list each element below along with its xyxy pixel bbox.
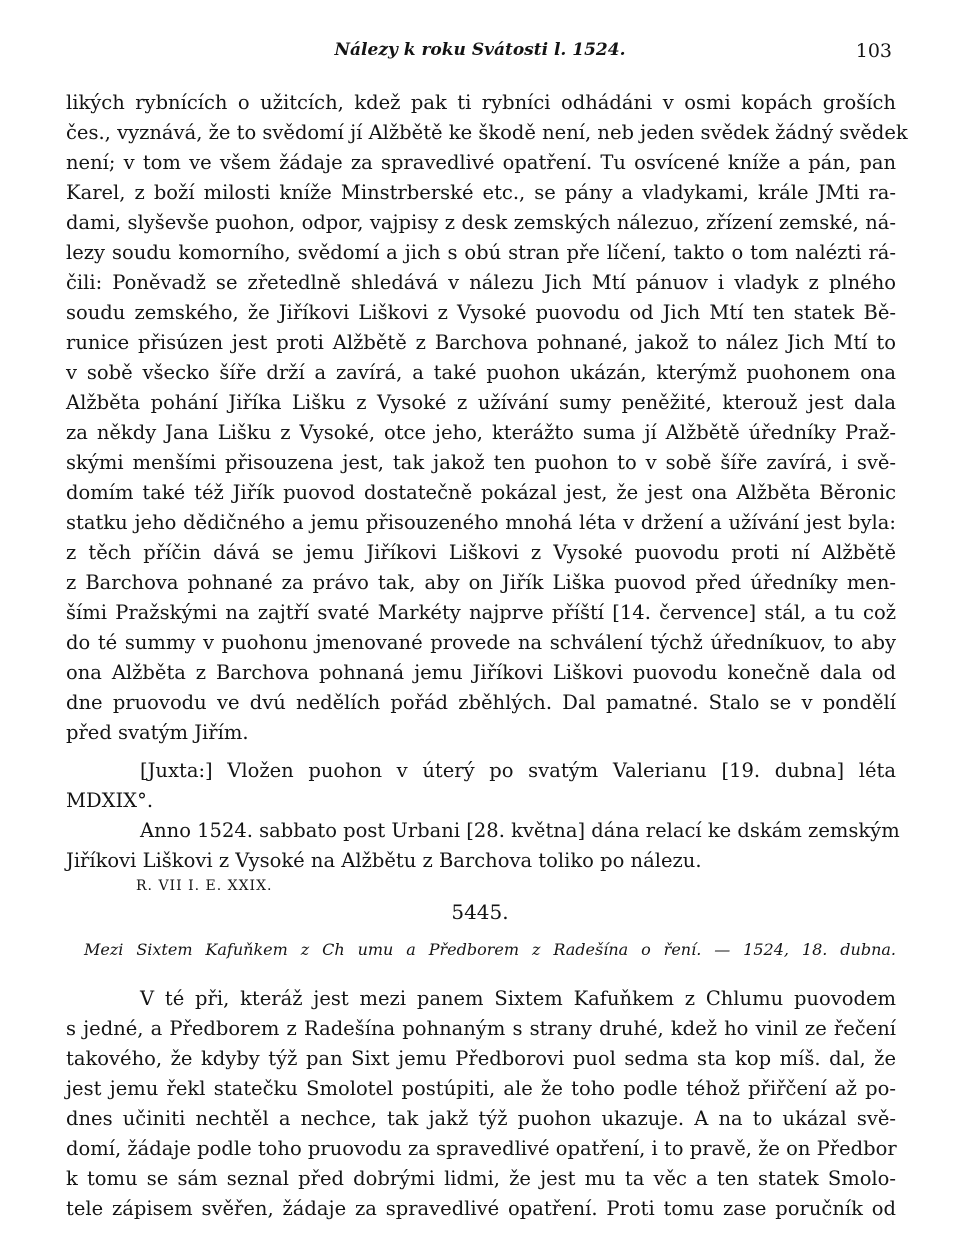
text-line: s jedné, a Předborem z Radešína pohnaným s strany druhé, kdež ho vinil ze řečení	[66, 1017, 896, 1040]
text-line: za někdy Jana Lišku z Vysoké, otce jeho, kterážto suma jí Alžbětě úředníky Praž-	[66, 421, 896, 444]
archive-citation: R. VII I. E. XXIX.	[136, 878, 273, 894]
document-number: 5445.	[451, 900, 509, 924]
text-line: čes., vyznává, že to svědomí jí Alžbětě ke škodě není, neb jeden svědek žádný svědek	[66, 121, 908, 144]
text-line: čili: Poněvadž se zřetedlně shledává v nálezu Jich Mtí pánuov i vladyk z plného	[66, 271, 896, 294]
text-line: runice přisúzen jest proti Alžbětě z Barchova pohnané, jakož to nález Jich Mtí to	[66, 331, 896, 354]
page-header	[0, 38, 960, 68]
text-line: není; v tom ve všem žádaje za spravedlivé opatření. Tu osvícené kníže a pán, pan	[66, 151, 896, 174]
text-line: tele zápisem svěřen, žádaje za spravedlivé opatření. Proti tomu zase poručník od	[66, 1197, 896, 1220]
text-line: dne pruovodu ve dvú nedělích pořád zběhlých. Dal pamatné. Stalo se v pondělí	[66, 691, 896, 714]
text-line: Karel, z boží milosti kníže Minstrberské etc., se pány a vladykami, krále JMti ra-	[66, 181, 896, 204]
text-line: do té summy v puohonu jmenované provede na schválení týchž úředníkuov, to aby	[66, 631, 896, 654]
text-line: v sobě všecko šíře drží a zavírá, a také puohon ukázán, kterýmž puohonem ona	[66, 361, 896, 384]
text-line: z Barchova pohnané za právo tak, aby on Jiřík Liška puovod před úředníky men-	[66, 571, 896, 594]
text-line: před svatým Jiřím.	[66, 721, 249, 744]
text-line: šími Pražskými na zajtří svaté Markéty najprve příští [14. července] stál, a tu což	[66, 601, 896, 624]
text-line: k tomu se sám seznal před dobrými lidmi, že jest mu ta věc a ten statek Smolo-	[66, 1167, 896, 1190]
document-regest: Mezi Sixtem Kafuňkem z Ch umu a Předborem z Radešína o ření. — 1524, 18. dubna.	[84, 940, 896, 959]
text-line: domí, žádaje podle toho pruovodu za spravedlivé opatření, i to pravě, že on Předbor	[66, 1137, 897, 1160]
text-line: lezy soudu komorního, svědomí a jich s obú stran pře líčení, takto o tom nalézti rá-	[66, 241, 896, 264]
text-line: statku jeho dědičného a jemu přisouzeného mnohá léta v držení a užívání jest byla:	[66, 511, 896, 534]
running-title: Nálezy k roku Svátosti l. 1524.	[334, 40, 626, 60]
text-line: ona Alžběta z Barchova pohnaná jemu Jiříkovi Liškovi puovodu konečně dala od	[66, 661, 896, 684]
text-line: Alžběta pohání Jiříka Lišku z Vysoké z užívání sumy peněžité, kterouž jest dala	[66, 391, 896, 414]
text-line: jest jemu řekl statečku Smolotel postúpiti, ale že toho podle téhož přiřčení až po-	[66, 1077, 896, 1100]
text-line: V té při, kteráž jest mezi panem Sixtem Kafuňkem z Chlumu puovodem	[140, 987, 896, 1010]
text-line: dnes učiniti nechtěl a nechce, tak jakž týž puohon ukazuje. A na to ukázal svě-	[66, 1107, 896, 1130]
text-line: Jiříkovi Liškovi z Vysoké na Alžbětu z Barchova toliko po nálezu.	[66, 849, 702, 872]
text-line: Anno 1524. sabbato post Urbani [28. května] dána relací ke dskám zemským	[140, 819, 900, 842]
text-line: MDXIX°.	[66, 789, 154, 812]
text-line: [Juxta:] Vložen puohon v úterý po svatým Valerianu [19. dubna] léta	[140, 759, 896, 782]
text-line: z těch příčin dává se jemu Jiříkovi Liškovi z Vysoké puovodu proti ní Alžbětě	[66, 541, 896, 564]
text-line: skými menšími přisouzena jest, tak jakož ten puohon to v sobě šíře zavírá, i svě-	[66, 451, 896, 474]
page-number: 103	[855, 40, 892, 62]
text-line: soudu zemského, že Jiříkovi Liškovi z Vysoké puovodu od Jich Mtí ten statek Bě-	[66, 301, 896, 324]
text-line: likých rybnících o užitcích, kdež pak ti rybníci odhádáni v osmi kopách groších	[66, 91, 896, 114]
text-line: takového, že kdyby týž pan Sixt jemu Předborovi puol sedma sta kop míš. dal, že	[66, 1047, 896, 1070]
text-line: dami, slyševše puohon, odpor, vajpisy z desk zemských nálezuo, zřízení zemské, ná-	[66, 211, 896, 234]
text-line: domím také též Jiřík puovod dostatečně pokázal jest, že jest ona Alžběta Běronic	[66, 481, 896, 504]
